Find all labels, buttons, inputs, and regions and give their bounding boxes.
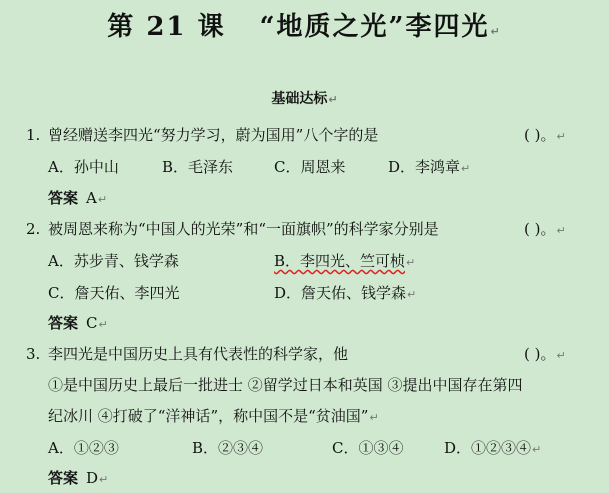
return-mark: ↵ (490, 25, 502, 38)
return-mark: ↵ (369, 411, 379, 424)
answer-2 (48, 312, 108, 333)
option-1c: C．周恩来 (274, 158, 346, 176)
answer-label: 答案 (48, 469, 79, 487)
return-mark: ↵ (556, 224, 566, 237)
option-1d: D．李鸿章↵ (388, 158, 471, 176)
answer-value: C (86, 314, 98, 332)
lesson-title (0, 6, 609, 43)
question-2-blank: ( )。↵ (524, 220, 566, 238)
return-mark: ↵ (328, 93, 338, 106)
question-1-blank: ( )。↵ (524, 126, 566, 144)
answer-value: A (86, 189, 97, 207)
section-title: 基础达标↵ (271, 91, 338, 107)
answer-3 (48, 467, 108, 488)
question-text: 曾经赠送李四光“努力学习，蔚为国用”八个字的是 (48, 126, 379, 144)
option-1b: B．毛泽东 (162, 158, 234, 176)
question-2-stem (26, 218, 439, 239)
return-mark: ↵ (98, 318, 108, 331)
question-number: 2. (26, 220, 41, 238)
question-3-blank: ( )。↵ (524, 345, 566, 363)
question-number: 3. (26, 345, 41, 363)
return-mark: ↵ (532, 443, 542, 456)
answer-label: 答案 (48, 189, 79, 207)
return-mark: ↵ (406, 256, 416, 269)
question-text: 李四光是中国历史上具有代表性的科学家，他 (48, 345, 349, 363)
option-2b: B．李四光、竺可桢↵ (274, 252, 416, 270)
return-mark: ↵ (556, 130, 566, 143)
option-2a: A．苏步青、钱学森 (48, 252, 179, 270)
return-mark: ↵ (461, 162, 471, 175)
lesson-number: 第 21 课 (107, 12, 226, 42)
option-2c: C．詹天佑、李四光 (48, 284, 180, 302)
return-mark: ↵ (556, 349, 566, 362)
answer-1 (48, 187, 107, 208)
option-1a: A．孙中山 (48, 158, 119, 176)
lesson-name: “地质之光”李四光 (259, 12, 490, 42)
question-number: 1. (26, 126, 41, 144)
question-3-detail-line-1: ①是中国历史上最后一批进士 ②留学过日本和英国 ③提出中国存在第四 (48, 376, 523, 394)
question-1-stem (26, 124, 378, 145)
answer-label: 答案 (48, 314, 79, 332)
return-mark: ↵ (407, 288, 417, 301)
option-2d: D．詹天佑、钱学森↵ (274, 284, 417, 302)
question-3-stem (26, 343, 348, 364)
return-mark: ↵ (97, 193, 108, 206)
question-3-detail-line-2: 纪冰川 ④打破了“洋神话”，称中国不是“贫油国”↵ (48, 407, 379, 425)
question-text: 被周恩来称为“中国人的光荣”和“一面旗帜”的科学家分别是 (48, 220, 439, 238)
option-3a: A．①②③ (48, 439, 119, 457)
option-3d: D．①②③④↵ (444, 439, 542, 457)
return-mark: ↵ (99, 473, 109, 486)
option-3b: B．②③④ (192, 439, 264, 457)
option-3c: C．①③④ (332, 439, 404, 457)
answer-value: D (86, 469, 99, 487)
